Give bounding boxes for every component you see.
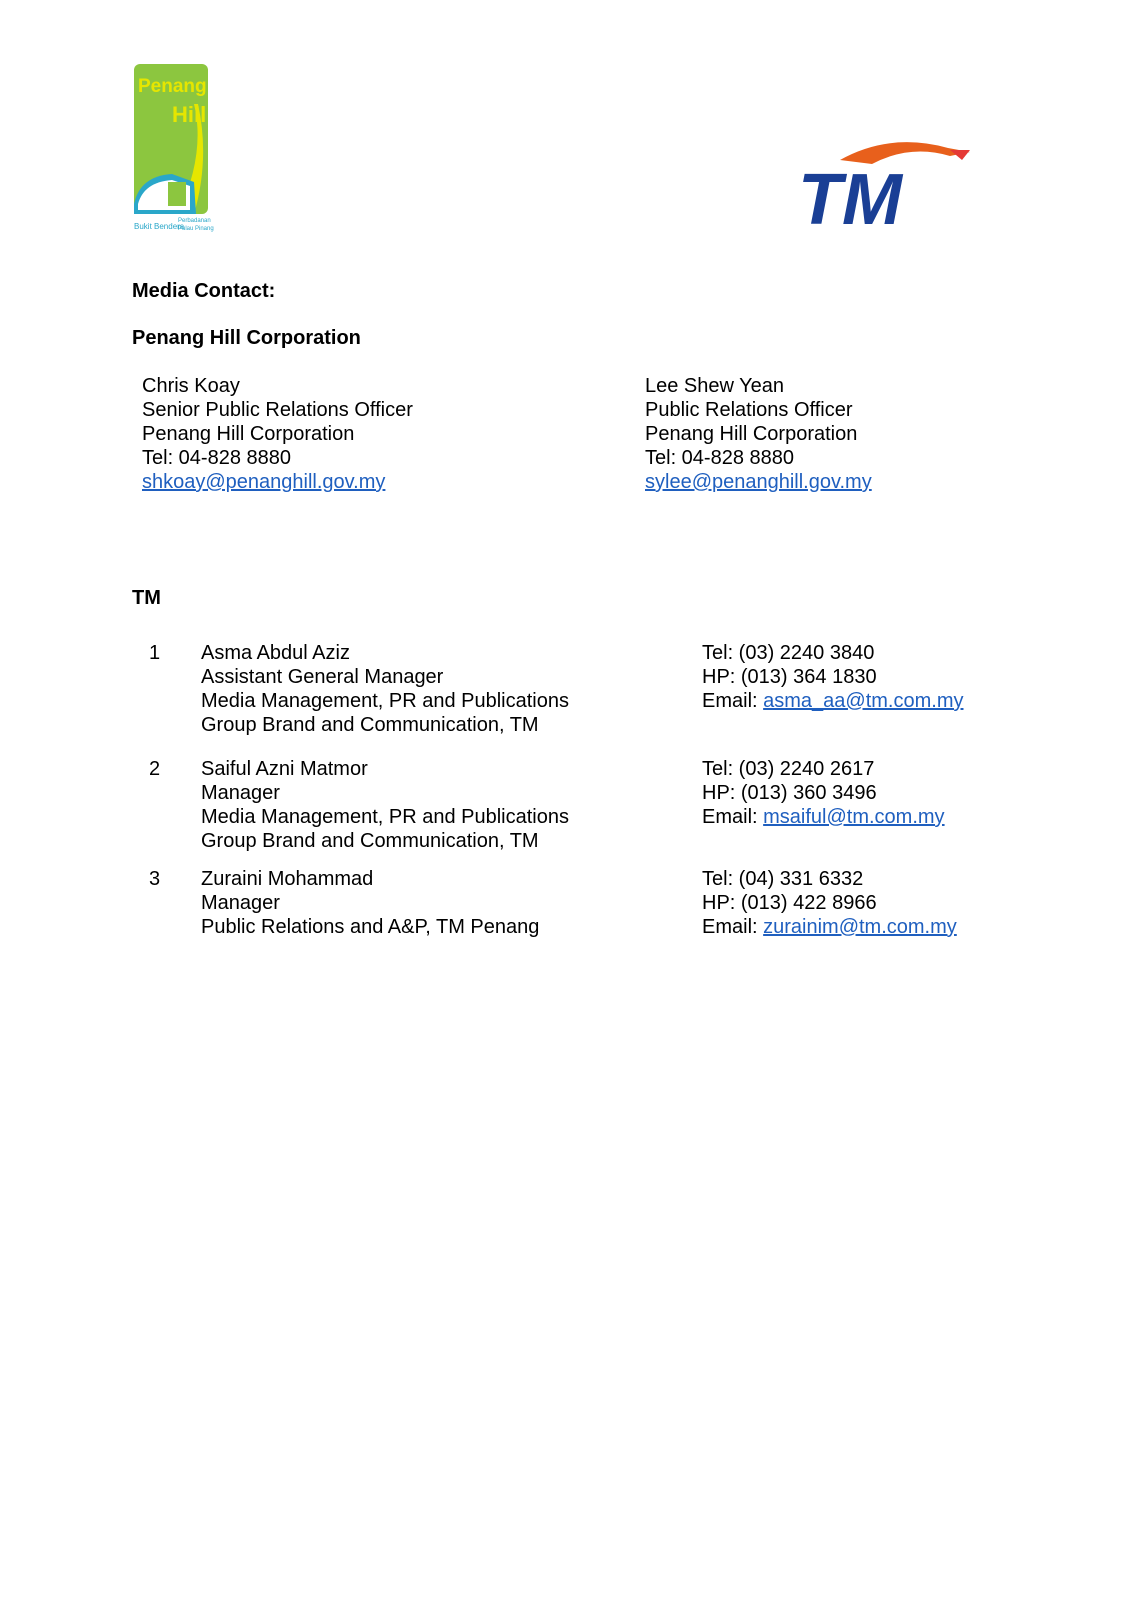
contact-title: Assistant General Manager [201,666,444,688]
email-link[interactable]: asma_aa@tm.com.my [763,690,964,712]
contact-group: Group Brand and Communication, TM [201,714,539,736]
contact-title: Senior Public Relations Officer [142,399,413,421]
media-contact-heading: Media Contact: [132,280,276,302]
contact-title: Manager [201,782,280,804]
contact-name: Chris Koay [142,375,240,397]
svg-text:TM: TM [800,160,902,234]
contact-numbers [702,867,957,939]
email-link[interactable]: shkoay@penanghill.gov.my [142,471,386,493]
contact-dept: Public Relations and A&P, TM Penang [201,916,540,938]
contact-card [645,374,872,494]
contact-tel: Tel: (04) 331 6332 [702,868,864,890]
contact-group: Group Brand and Communication, TM [201,830,539,852]
contact-tel: Tel: (03) 2240 3840 [702,642,875,664]
contact-tel: Tel: (03) 2240 2617 [702,758,875,780]
email-link[interactable]: sylee@penanghill.gov.my [645,471,872,493]
contact-dept: Media Management, PR and Publications [201,806,569,828]
contact-hp: HP: (013) 364 1830 [702,666,877,688]
email-label: Email: [702,806,764,828]
contact-name: Saiful Azni Matmor [201,758,368,780]
contact-org: Penang Hill Corporation [142,423,355,445]
contact-tel: Tel: 04-828 8880 [645,447,795,469]
list-number: 1 [149,642,161,664]
contact-title: Public Relations Officer [645,399,853,421]
section-title-penang-hill: Penang Hill Corporation [132,327,361,349]
contact-tel: Tel: 04-828 8880 [142,447,292,469]
contact-details [201,757,569,853]
svg-text:Bukit Bendera: Bukit Bendera [134,222,185,231]
contact-hp: HP: (013) 360 3496 [702,782,877,804]
tm-logo [800,138,990,234]
email-link[interactable]: msaiful@tm.com.my [763,806,945,828]
email-label: Email: [702,916,764,938]
list-number: 2 [149,758,161,780]
contact-numbers [702,757,945,829]
svg-text:Perbadanan: Perbadanan [178,218,211,224]
contact-numbers [702,641,963,713]
contact-org: Penang Hill Corporation [645,423,858,445]
contact-name: Asma Abdul Aziz [201,642,350,664]
email-link[interactable]: zurainim@tm.com.my [763,916,957,938]
contact-name: Lee Shew Yean [645,375,785,397]
contact-details [201,867,539,939]
section-title-tm: TM [132,587,161,609]
email-label: Email: [702,690,764,712]
svg-text:Penang: Penang [138,76,207,97]
contact-dept: Media Management, PR and Publications [201,690,569,712]
contact-name: Zuraini Mohammad [201,868,374,890]
contact-hp: HP: (013) 422 8966 [702,892,877,914]
contact-title: Manager [201,892,280,914]
svg-text:Pulau Pinang: Pulau Pinang [178,226,214,232]
svg-text:Hill: Hill [172,102,207,127]
penang-hill-logo [134,64,214,238]
contact-card [142,374,413,494]
contact-details [201,641,569,737]
list-number: 3 [149,868,161,890]
